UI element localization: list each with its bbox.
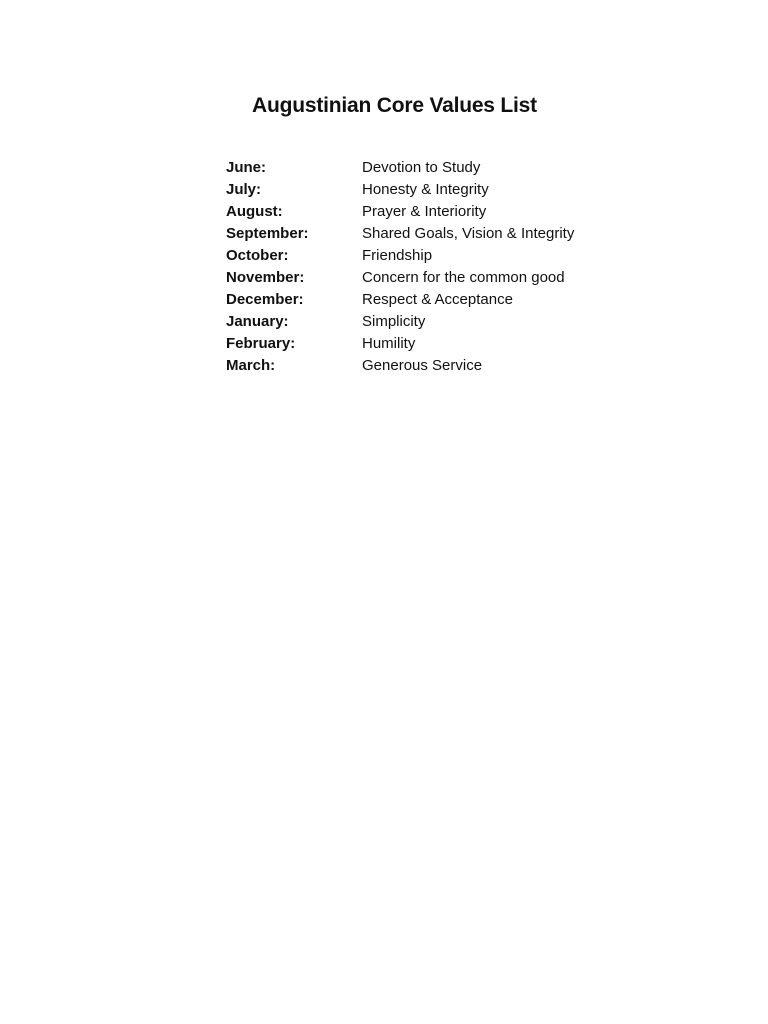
month-label: March: (226, 357, 276, 374)
list-item-november (226, 267, 574, 289)
month-label: January: (226, 313, 289, 330)
month-label: June: (226, 159, 267, 176)
core-value-text: Prayer & Interiority (362, 203, 487, 220)
month-label: February: (226, 335, 296, 352)
core-value-text: Devotion to Study (362, 159, 481, 176)
list-item-october (226, 245, 574, 267)
month-label: August: (226, 203, 283, 220)
month-label: September: (226, 225, 309, 242)
core-value-text: Honesty & Integrity (362, 181, 489, 198)
core-value-text: Shared Goals, Vision & Integrity (362, 225, 575, 242)
core-value-text: Respect & Acceptance (362, 291, 513, 308)
core-value-text: Concern for the common good (362, 269, 565, 286)
core-value-text: Simplicity (362, 313, 426, 330)
core-value-text: Generous Service (362, 357, 483, 374)
core-value-text: Friendship (362, 247, 433, 264)
month-label: October: (226, 247, 289, 264)
list-item-december (226, 289, 574, 311)
list-item-march (226, 355, 574, 377)
list-item-august (226, 201, 574, 223)
list-item-february (226, 333, 574, 355)
document-title: Augustinian Core Values List (252, 94, 537, 117)
list-item-june (226, 157, 574, 179)
list-item-july (226, 179, 574, 201)
list-item-january (226, 311, 574, 333)
core-value-text: Humility (362, 335, 416, 352)
month-label: November: (226, 269, 305, 286)
month-label: December: (226, 291, 304, 308)
core-values-list (226, 157, 574, 377)
list-item-september (226, 223, 574, 245)
month-label: July: (226, 181, 262, 198)
